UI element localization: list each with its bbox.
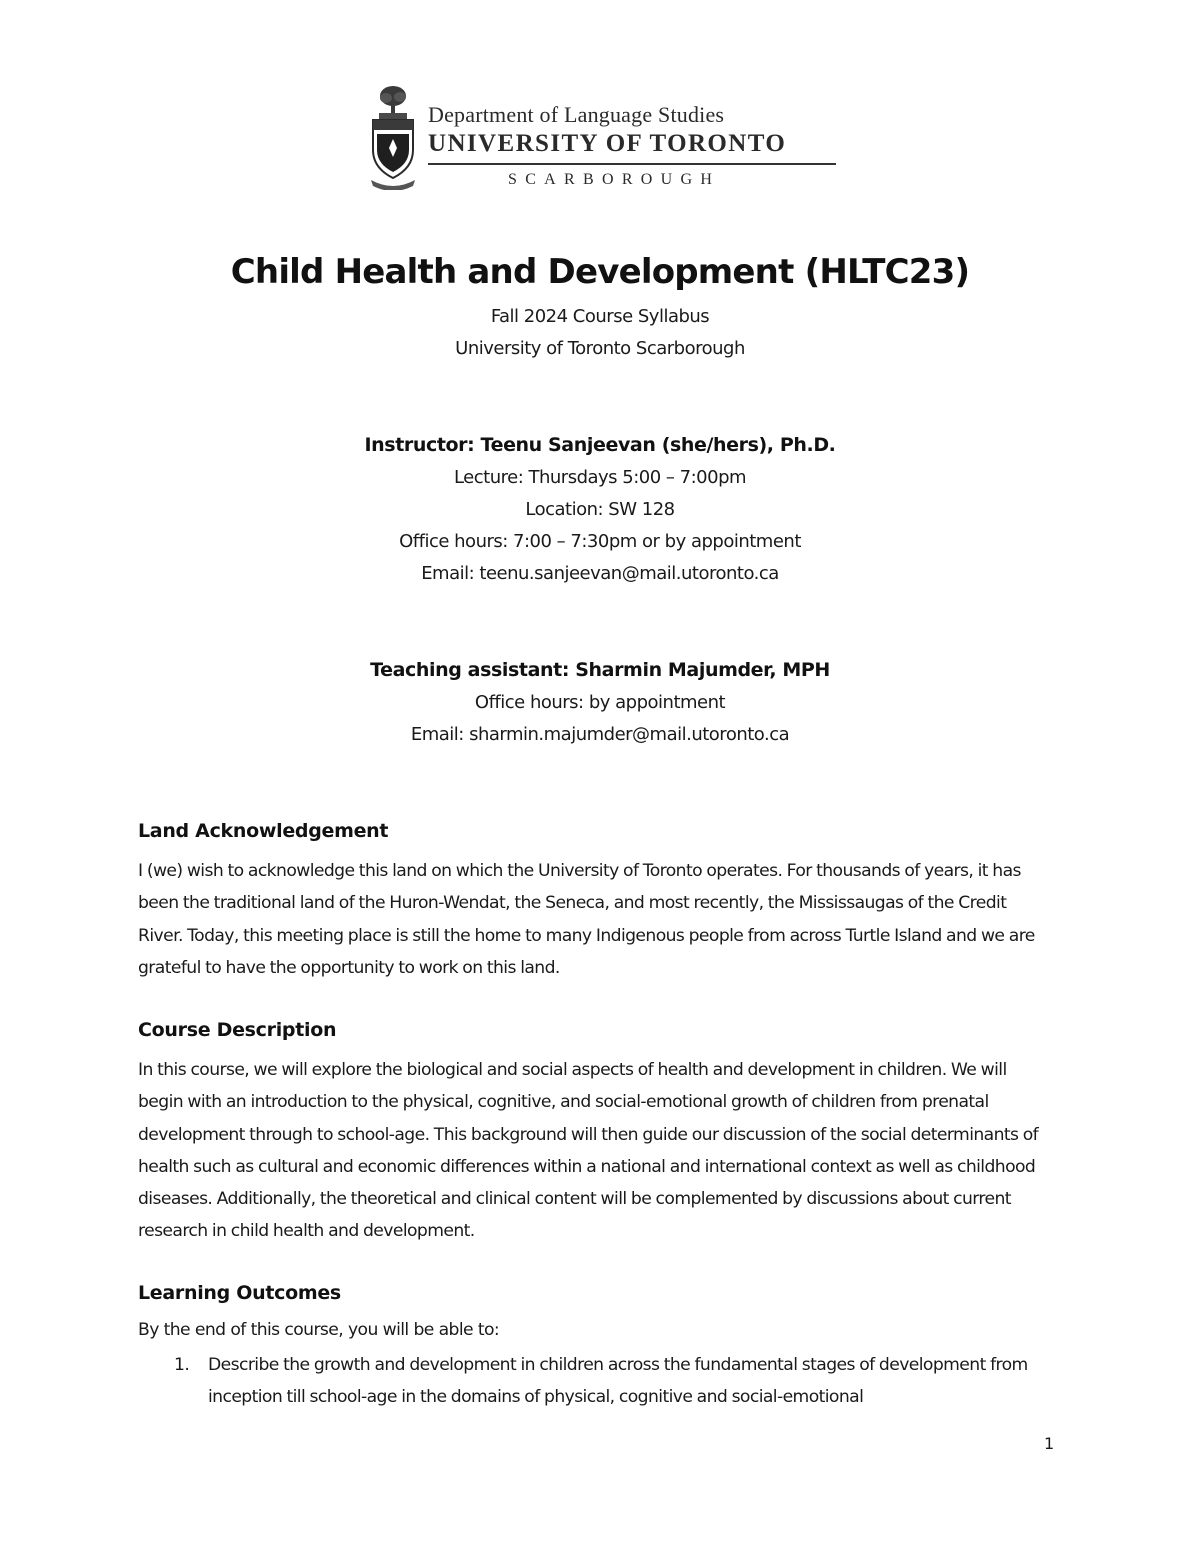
- learning-outcomes-heading: Learning Outcomes: [138, 1282, 341, 1304]
- instructor-heading: Instructor: Teenu Sanjeevan (she/hers), Ph.D.: [364, 434, 836, 456]
- instructor-lecture: Lecture: Thursdays 5:00 – 7:00pm: [453, 467, 747, 488]
- course-title: Child Health and Development (HLTC23): [230, 252, 970, 292]
- list-item-number: 1.: [174, 1355, 190, 1375]
- ta-office-hours: Office hours: by appointment: [474, 692, 726, 713]
- department-name: Department of Language Studies: [428, 102, 725, 127]
- course-institution: University of Toronto Scarborough: [455, 338, 745, 359]
- ta-email: Email: sharmin.majumder@mail.utoronto.ca: [410, 724, 790, 745]
- university-logo: [368, 84, 840, 192]
- page-number: 1: [1044, 1434, 1055, 1453]
- university-name: UNIVERSITY OF TORONTO: [428, 130, 787, 157]
- ta-heading: Teaching assistant: Sharmin Majumder, MPH: [370, 659, 830, 681]
- land-acknowledgement-body: I (we) wish to acknowledge this land on which the University of Toronto operates. For thousands of years, it has been the traditional land of the Huron-Wendat, the Seneca, and most recently, the Mississaugas of the Credit River. Today, this meeting place is still the home to many Indigenous people from across Turtle Island and we are grateful to have the opportunity to work on this land.: [138, 861, 1035, 978]
- learning-outcomes-intro: By the end of this course, you will be able to:: [138, 1320, 500, 1340]
- university-crest-icon: [368, 84, 418, 190]
- course-description-body: In this course, we will explore the biological and social aspects of health and development in children. We will begin with an introduction to the physical, cognitive, and social-emotional growth of children from prenatal development through to school-age. This background will then guide our discussion of the social determinants of health such as cultural and economic differences within a national and international context as well as childhood diseases. Additionally, the theoretical and clinical content will be complemented by discussions about current research in child health and development.: [138, 1060, 1039, 1242]
- list-item-text: Describe the growth and development in children across the fundamental stages of development from inception till school-age in the domains of physical, cognitive and social-emotional: [208, 1355, 1028, 1408]
- land-acknowledgement-heading: Land Acknowledgement: [138, 820, 389, 842]
- list-item: [170, 1349, 1060, 1414]
- campus-name: SCARBOROUGH: [508, 171, 721, 188]
- learning-outcomes-list: [170, 1349, 1060, 1414]
- instructor-location: Location: SW 128: [525, 499, 675, 520]
- logo-divider: [428, 163, 836, 165]
- instructor-office-hours: Office hours: 7:00 – 7:30pm or by appointment: [399, 531, 801, 552]
- instructor-email: Email: teenu.sanjeevan@mail.utoronto.ca: [421, 563, 779, 584]
- course-description-heading: Course Description: [138, 1019, 337, 1041]
- course-term: Fall 2024 Course Syllabus: [490, 306, 710, 327]
